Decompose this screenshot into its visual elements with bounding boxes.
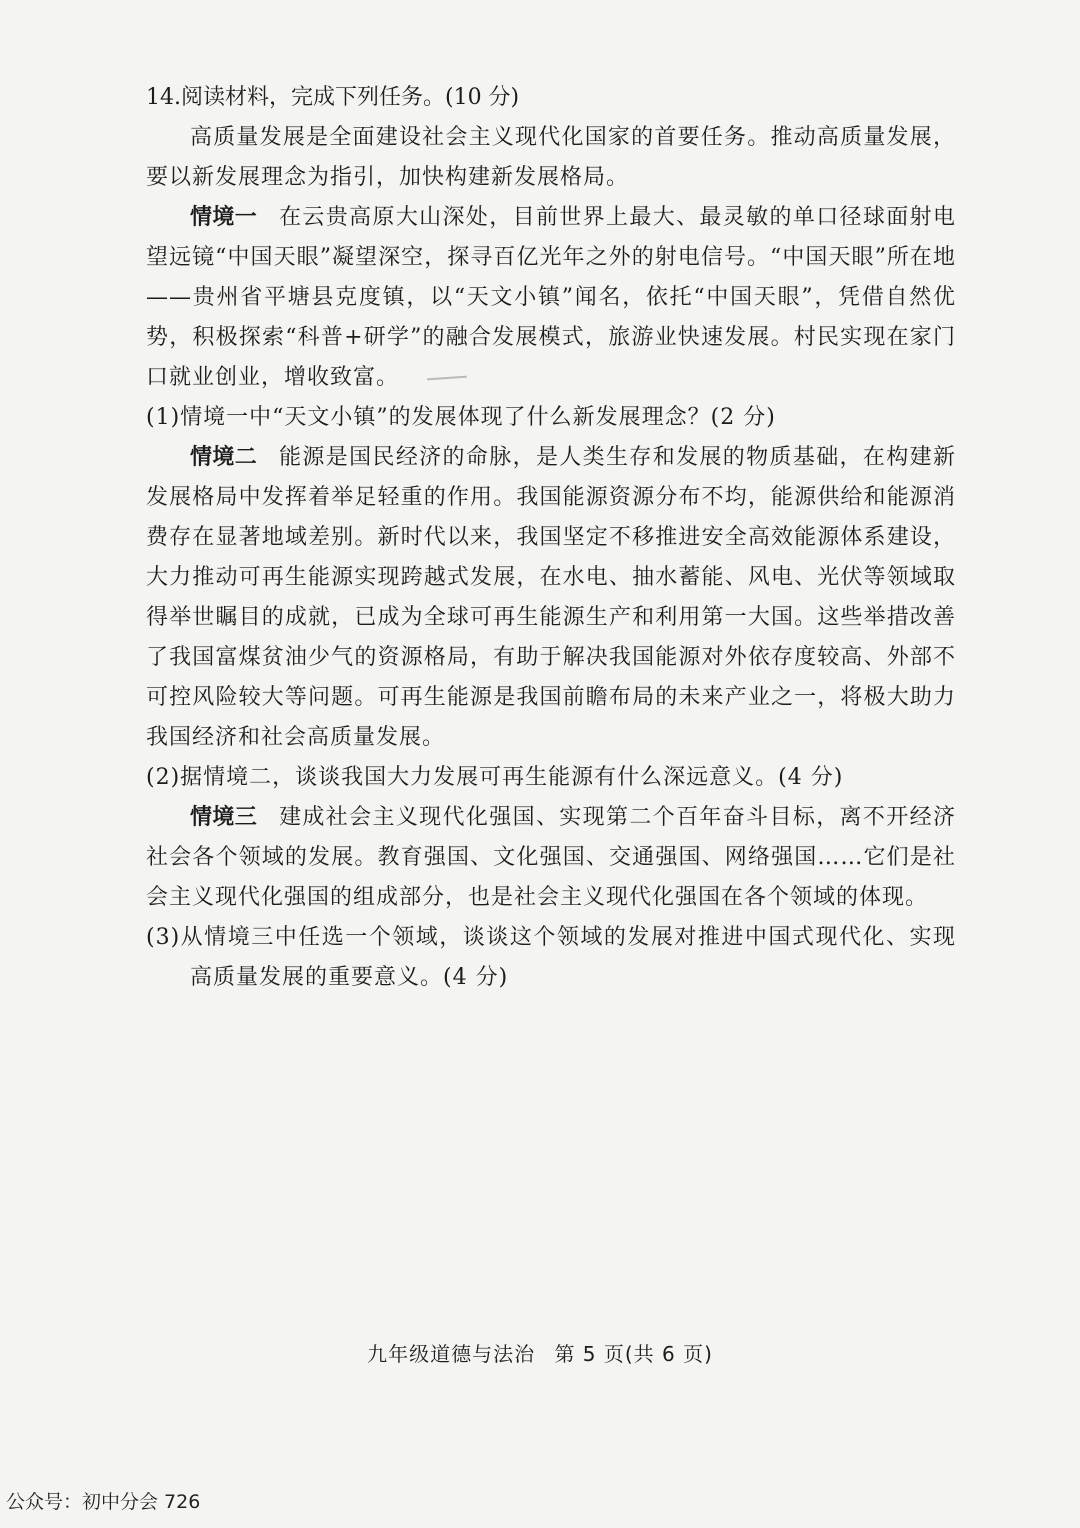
scene-2-text: 能源是国民经济的命脉，是人类生存和发展的物质基础，在构建新发展格局中发挥着举足轻重的作用。我国能源资源分布不均，能源供给和能源消费存在显著地域差别。新时代以来，我国坚定不移推进安全高效能源体系建设，大力推动可再生能源实现跨越式发展，在水电、抽水蓄能、风电、光伏等领域取得举世瞩目的成就，已成为全球可再生能源生产和利用第一大国。这些举措改善了我国富煤贫油少气的资源格局，有助于解决我国能源对外依存度较高、外部不可控风险较大等问题。可再生能源是我国前瞻布局的未来产业之一，将极大助力我国经济和社会高质量发展。 [146, 445, 956, 750]
footer-page-number: 第 5 页(共 6 页) [554, 1342, 713, 1366]
scene-1 [146, 198, 956, 398]
intro-paragraph: 高质量发展是全面建设社会主义现代化国家的首要任务。推动高质量发展，要以新发展理念为指引，加快构建新发展格局。 [146, 125, 956, 190]
scene-3-text: 建成社会主义现代化强国、实现第二个百年奋斗目标，离不开经济社会各个领域的发展。教育强国、文化强国、交通强国、网络强国……它们是社会主义现代化强国的组成部分，也是社会主义现代化强国在各个领域的体现。 [146, 805, 956, 910]
pen-mark [427, 376, 467, 381]
scene-3-label: 情境三 [190, 805, 258, 830]
scene-1-label: 情境一 [190, 205, 258, 230]
task-1: (1)情境一中“天文小镇”的发展体现了什么新发展理念？(2 分) [146, 405, 776, 430]
footer-subject: 九年级道德与法治 [367, 1342, 536, 1366]
scene-2-label: 情境二 [190, 445, 258, 470]
question-14 [146, 78, 956, 998]
watermark-text: 公众号：初中分会 726 [6, 1491, 201, 1513]
scene-1-text: 在云贵高原大山深处，目前世界上最大、最灵敏的单口径球面射电望远镜“中国天眼”凝望深空，探寻百亿光年之外的射电信号。“中国天眼”所在地——贵州省平塘县克度镇，以“天文小镇”闻名，依托“中国天眼”，凭借自然优势，积极探索“科普+研学”的融合发展模式，旅游业快速发展。村民实现在家门口就业创业，增收致富。 [146, 205, 956, 390]
task-2: (2)据情境二，谈谈我国大力发展可再生能源有什么深远意义。(4 分) [146, 765, 844, 790]
scene-3 [146, 798, 956, 918]
question-title: 14.阅读材料，完成下列任务。(10 分) [146, 85, 520, 110]
scene-2 [146, 438, 956, 758]
task-3: (3)从情境三中任选一个领域，谈谈这个领域的发展对推进中国式现代化、实现高质量发展的重要意义。(4 分) [146, 925, 956, 990]
page-footer [0, 1338, 1080, 1367]
